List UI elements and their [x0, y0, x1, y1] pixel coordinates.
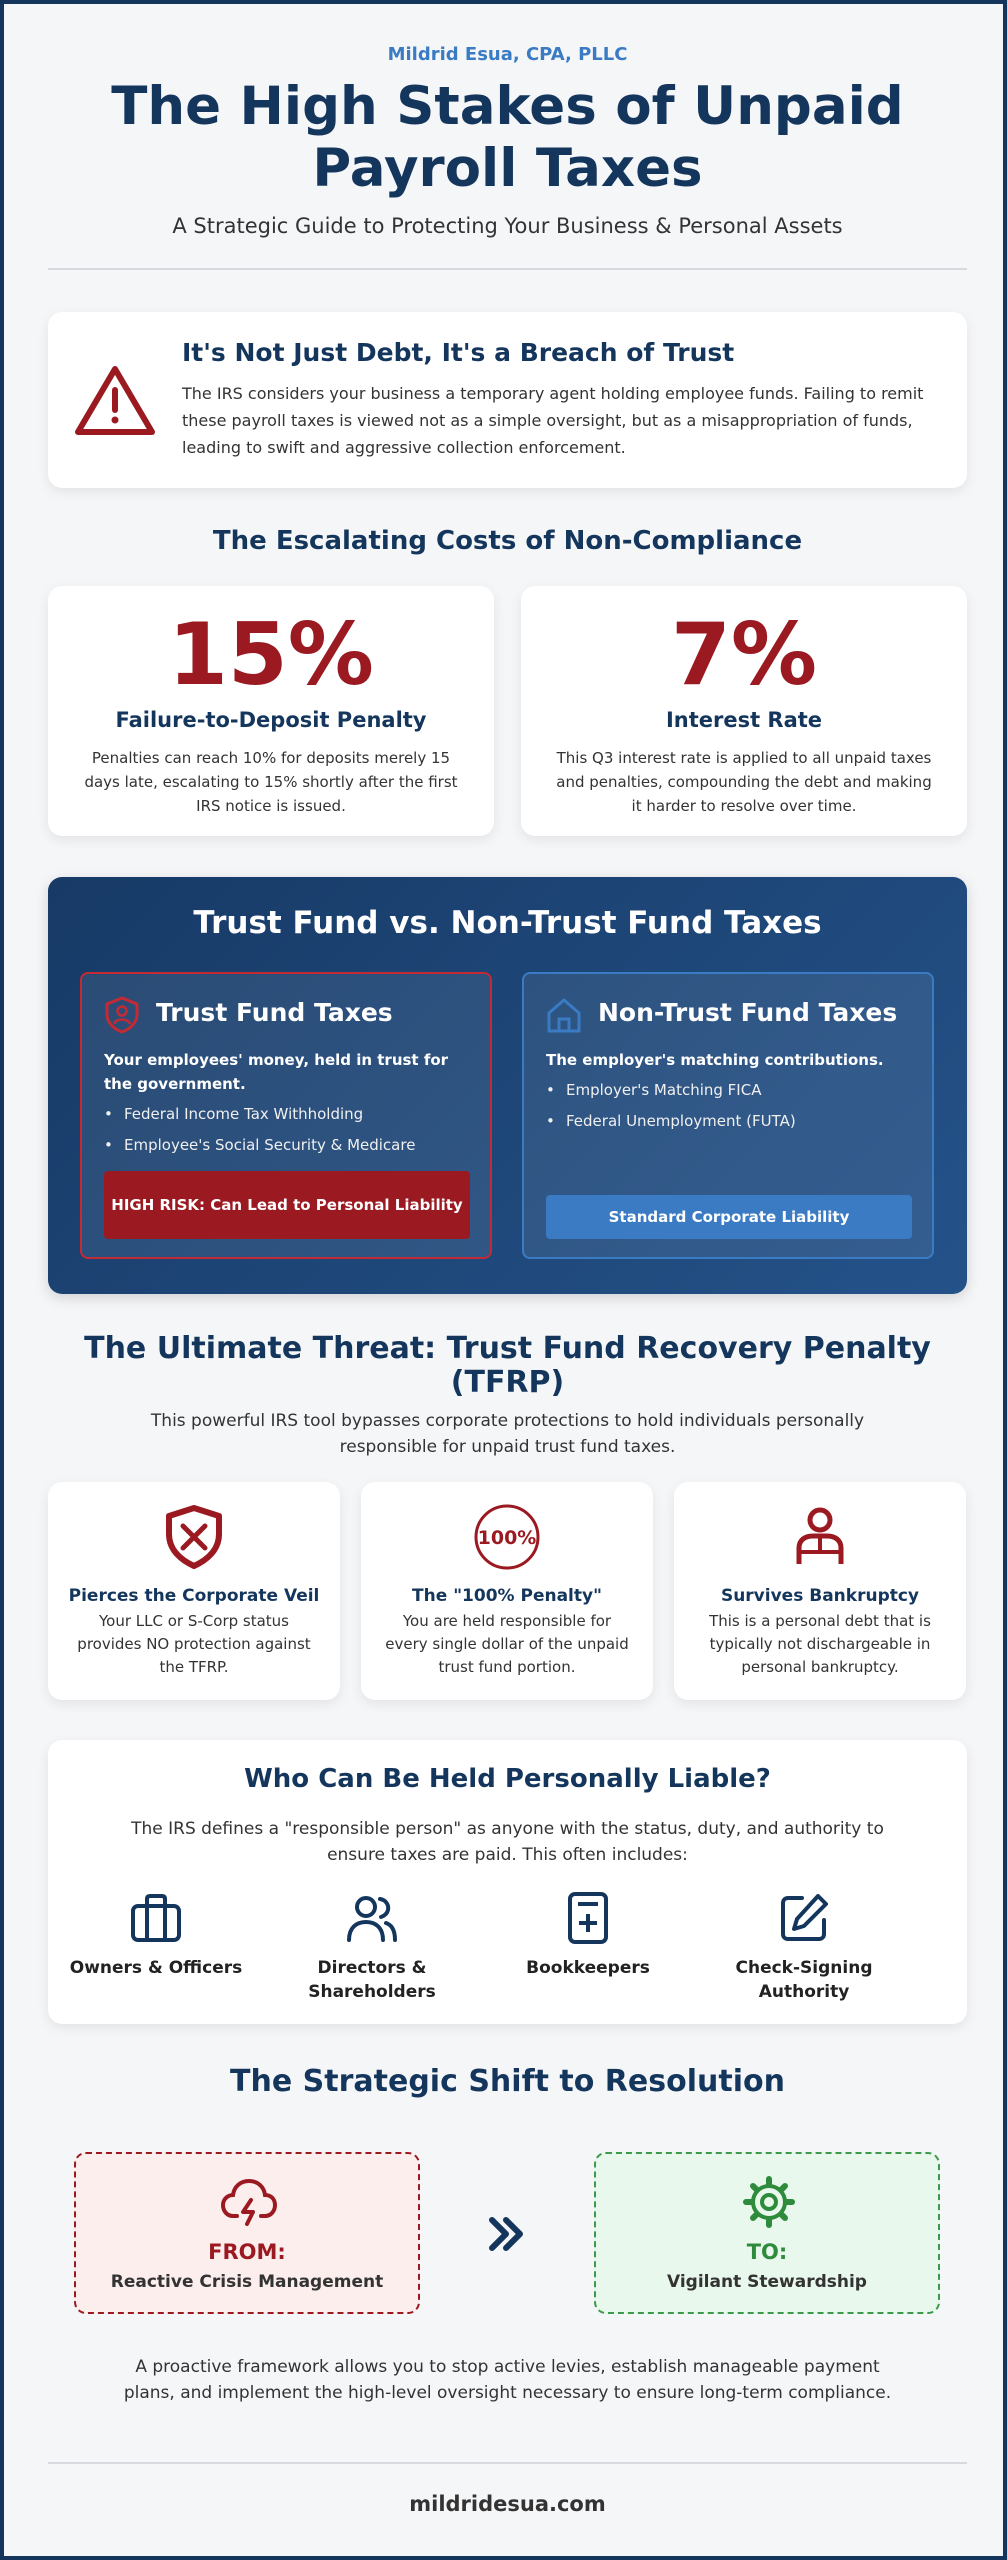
breach-of-trust-card: [48, 312, 967, 488]
users-icon: [344, 1890, 400, 1946]
person-icon: [785, 1502, 855, 1572]
storm-cloud-icon: [221, 2176, 277, 2228]
tfrp-title: [48, 1332, 967, 1400]
role-label: Owners & Officers: [69, 1958, 243, 1978]
stat-value: 7%: [670, 605, 817, 705]
list-item: • Employer's Matching FICA: [546, 1080, 916, 1100]
shift-to-box: [594, 2152, 940, 2314]
stat-label: Failure-to-Deposit Penalty: [115, 708, 427, 732]
liable-description: The IRS defines a "responsible person" as anyone with the status, duty, and authority to ensure taxes are paid. This often includes:: [131, 1819, 884, 1865]
role-label: Bookkeepers: [526, 1958, 650, 1978]
role-directors: [264, 1890, 480, 2004]
shift-from-box: [74, 2152, 420, 2314]
feature-card-bankruptcy: [674, 1482, 966, 1700]
tfrp-description: This powerful IRS tool bypasses corporate protections to hold individuals personally responsible for unpaid trust fund taxes.: [150, 1411, 865, 1457]
building-icon: [546, 996, 582, 1034]
trust-fund-title: Trust Fund Taxes: [156, 998, 393, 1027]
role-bookkeepers: [480, 1890, 696, 1980]
costs-heading: The Escalating Costs of Non-Compliance: [212, 526, 803, 556]
tfrp-title-line-1: The Ultimate Threat: Trust Fund Recovery Penalty: [84, 1331, 931, 1366]
pen-square-icon: [776, 1890, 832, 1946]
stat-description: This Q3 interest rate is applied to all unpaid taxes and penalties, compounding the debt and making it harder to resolve over time.: [556, 749, 932, 815]
percent-circle-icon: [472, 1502, 542, 1572]
feature-title: Survives Bankruptcy: [720, 1586, 920, 1606]
standard-liability-badge: Standard Corporate Liability: [546, 1195, 912, 1239]
feature-title: Pierces the Corporate Veil: [68, 1586, 320, 1606]
feature-text: Your LLC or S-Corp status provides NO protection against the TFRP.: [77, 1612, 311, 1676]
non-trust-fund-list: [546, 1080, 916, 1142]
responsible-person-card: [48, 1740, 967, 2024]
trust-fund-list: [104, 1104, 474, 1166]
alert-text: The IRS considers your business a temporary agent holding employee funds. Failing to remit these payroll taxes is viewed not as a simple oversight, but as a misappropriation of funds, leading to swift and aggressive collection enforcement.: [182, 384, 924, 457]
warning-triangle-icon: [74, 364, 156, 436]
stat-value: 15%: [168, 605, 374, 705]
feature-title: The "100% Penalty": [412, 1586, 602, 1606]
page-subtitle: A Strategic Guide to Protecting Your Business & Personal Assets: [172, 214, 843, 238]
feature-card-100-penalty: [361, 1482, 653, 1700]
trust-fund-comparison-panel: [48, 877, 967, 1294]
closing-paragraph: A proactive framework allows you to stop active levies, establish manageable payment plans, and implement the high-level oversight necessary to ensure long-term compliance.: [123, 2357, 892, 2403]
brand-name: Mildrid Esua, CPA, PLLC: [387, 44, 628, 65]
calculator-icon: [560, 1890, 616, 1946]
high-risk-badge: HIGH RISK: Can Lead to Personal Liability: [104, 1171, 470, 1239]
percent-circle-text: 100%: [477, 1527, 537, 1549]
feature-card-corporate-veil: [48, 1482, 340, 1700]
stat-label: Interest Rate: [665, 708, 823, 732]
stat-description: Penalties can reach 10% for deposits merely 15 days late, escalating to 15% shortly after the first IRS notice is issued.: [84, 749, 458, 815]
double-chevron-right-icon: [486, 2214, 530, 2254]
feature-text: You are held responsible for every single dollar of the unpaid trust fund portion.: [385, 1612, 629, 1676]
alert-title: It's Not Just Debt, It's a Breach of Trust: [182, 338, 735, 367]
page-title-line-1: The High Stakes of Unpaid: [111, 76, 904, 137]
role-label: Check-Signing Authority: [735, 1958, 873, 2002]
shield-user-icon: [104, 996, 140, 1034]
page-title: [48, 76, 967, 200]
gear-icon: [741, 2176, 797, 2228]
list-item: • Federal Income Tax Withholding: [104, 1104, 474, 1124]
shift-to-sub: Vigilant Stewardship: [667, 2272, 867, 2292]
non-trust-fund-taxes-box: [522, 972, 934, 1259]
tfrp-title-line-2: (TFRP): [450, 1365, 565, 1400]
stat-card-interest: [521, 586, 967, 836]
broken-shield-icon: [159, 1502, 229, 1572]
role-owners: [48, 1890, 264, 1980]
page-title-line-2: Payroll Taxes: [312, 138, 703, 199]
non-trust-fund-title: Non-Trust Fund Taxes: [598, 998, 898, 1027]
shift-to-label: TO:: [746, 2240, 788, 2264]
footer-divider: [48, 2462, 967, 2464]
trust-fund-subtitle: Your employees' money, held in trust for the government.: [104, 1051, 449, 1093]
trust-heading: Trust Fund vs. Non-Trust Fund Taxes: [193, 905, 822, 941]
footer-website: mildridesua.com: [409, 2492, 606, 2516]
list-item: • Employee's Social Security & Medicare: [104, 1135, 474, 1155]
briefcase-icon: [128, 1890, 184, 1946]
role-label: Directors & Shareholders: [308, 1958, 436, 2002]
trust-fund-taxes-box: [80, 972, 492, 1259]
liable-title: Who Can Be Held Personally Liable?: [244, 1764, 771, 1794]
shift-heading: The Strategic Shift to Resolution: [230, 2064, 785, 2099]
shift-from-label: FROM:: [208, 2240, 286, 2264]
feature-text: This is a personal debt that is typically not dischargeable in personal bankruptcy.: [709, 1612, 931, 1676]
non-trust-fund-subtitle: The employer's matching contributions.: [546, 1051, 884, 1069]
header-divider: [48, 268, 967, 270]
role-check-signing: [696, 1890, 912, 2004]
shift-from-sub: Reactive Crisis Management: [110, 2272, 384, 2292]
stat-card-penalty: [48, 586, 494, 836]
list-item: • Federal Unemployment (FUTA): [546, 1111, 916, 1131]
